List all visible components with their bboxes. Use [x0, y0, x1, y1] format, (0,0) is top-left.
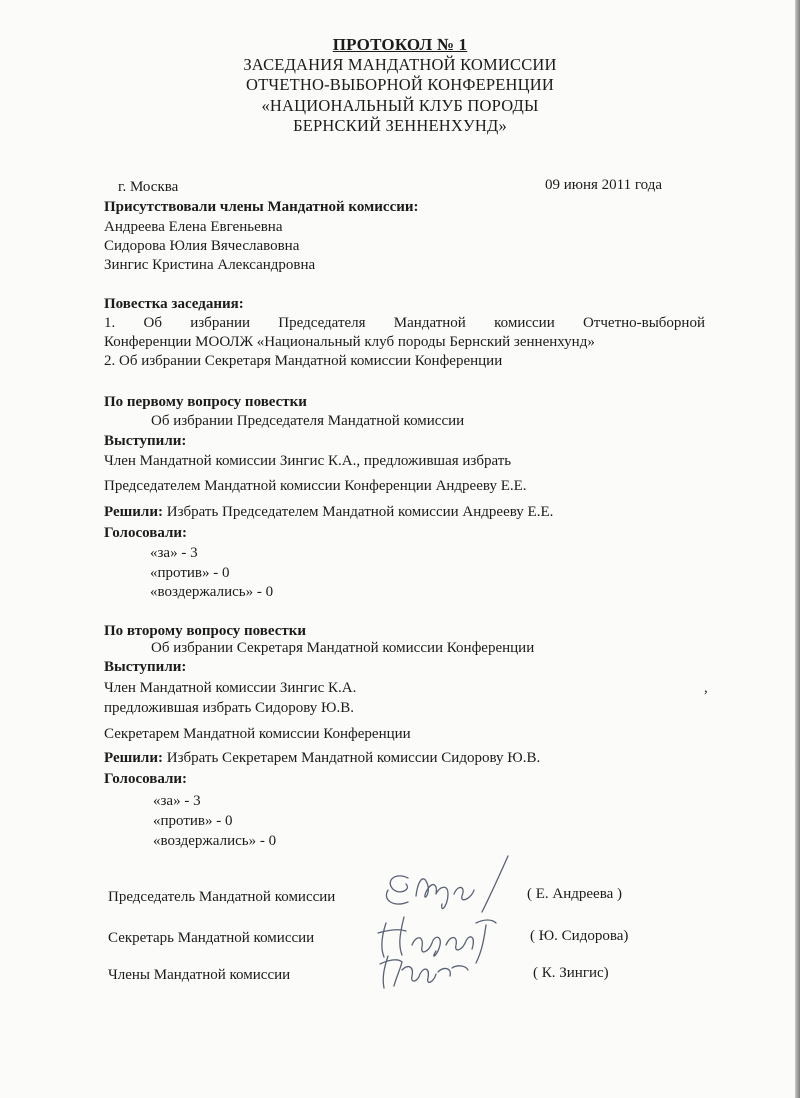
- q1-decided-label: Решили:: [104, 504, 163, 520]
- agenda-item-2: 2. Об избрании Секретаря Мандатной комиссии Конференции: [104, 353, 503, 369]
- agenda-heading: Повестка заседания:: [104, 296, 244, 312]
- title-line-3: «НАЦИОНАЛЬНЫЙ КЛУБ ПОРОДЫ: [261, 96, 539, 115]
- title-line-1: ЗАСЕДАНИЯ МАНДАТНОЙ КОМИССИИ: [243, 55, 557, 74]
- attendee-3: Зингис Кристина Александровна: [104, 257, 316, 273]
- q2-vote-for: «за» - 3: [153, 793, 201, 809]
- attendees-heading: Присутствовали члены Мандатной комиссии:: [104, 199, 419, 215]
- title-line-4: БЕРНСКИЙ ЗЕННЕНХУНД»: [293, 116, 507, 135]
- page-edge-shadow: [795, 0, 800, 1098]
- attendee-2: Сидорова Юлия Вячеславовна: [104, 238, 300, 254]
- q1-decided-text: Избрать Председателем Мандатной комиссии Андрееву Е.Е.: [162, 504, 554, 520]
- q2-spoke-line-3: Секретарем Мандатной комиссии Конференции: [104, 726, 411, 742]
- q2-spoke-comma: ,: [704, 680, 708, 696]
- q2-spoke-line-1: Член Мандатной комиссии Зингис К.А.: [104, 680, 357, 696]
- signature-name-members: ( К. Зингис): [533, 965, 609, 981]
- q2-subject: Об избрании Секретаря Мандатной комиссии Конференции: [151, 640, 535, 656]
- q1-heading: По первому вопросу повестки: [104, 394, 307, 410]
- signature-role-secretary: Секретарь Мандатной комиссии: [108, 930, 315, 946]
- q2-vote-against: «против» - 0: [153, 813, 233, 829]
- place: г. Москва: [118, 179, 179, 195]
- agenda-item-1-line-1: 1. Об избрании Председателя Мандатной комиссии Отчетно-выборной: [104, 315, 705, 331]
- q2-voted-label: Голосовали:: [104, 771, 188, 787]
- q2-decision: [104, 749, 540, 767]
- q1-spoke-label: Выступили:: [104, 433, 187, 449]
- signature-role-chair: Председатель Мандатной комиссии: [108, 889, 336, 905]
- q2-decided-label: Решили:: [104, 750, 163, 766]
- document-title: ПРОТОКОЛ № 1: [332, 35, 468, 54]
- q1-vote-abstained: «воздержались» - 0: [150, 584, 274, 600]
- title-line-2: ОТЧЕТНО-ВЫБОРНОЙ КОНФЕРЕНЦИИ: [246, 75, 554, 94]
- agenda-item-1-line-2: Конференции МООЛЖ «Национальный клуб породы Бернский зенненхунд»: [104, 334, 595, 350]
- date: 09 июня 2011 года: [545, 177, 662, 193]
- attendee-1: Андреева Елена Евгеньевна: [104, 219, 283, 235]
- q2-heading: По второму вопросу повестки: [104, 623, 307, 639]
- signature-members-handwritten: [372, 948, 472, 993]
- signature-name-secretary: ( Ю. Сидорова): [530, 928, 629, 944]
- q1-spoke-line-1: Член Мандатной комиссии Зингис К.А., предложившая избрать: [104, 453, 512, 469]
- q2-spoke-label: Выступили:: [104, 659, 187, 675]
- q1-vote-for: «за» - 3: [150, 545, 198, 561]
- signature-name-chair: ( Е. Андреева ): [527, 886, 623, 902]
- q1-vote-against: «против» - 0: [150, 565, 230, 581]
- signature-role-members: Члены Мандатной комиссии: [108, 967, 291, 983]
- q1-voted-label: Голосовали:: [104, 525, 188, 541]
- q1-spoke-line-2: Председателем Мандатной комиссии Конференции Андрееву Е.Е.: [104, 478, 527, 494]
- q2-decided-text: Избрать Секретарем Мандатной комиссии Сидорову Ю.В.: [162, 750, 541, 766]
- q2-spoke-line-2: предложившая избрать Сидорову Ю.В.: [104, 700, 354, 716]
- q2-vote-abstained: «воздержались» - 0: [153, 833, 277, 849]
- q1-decision: [104, 503, 553, 521]
- q1-subject: Об избрании Председателя Мандатной комиссии: [151, 413, 465, 429]
